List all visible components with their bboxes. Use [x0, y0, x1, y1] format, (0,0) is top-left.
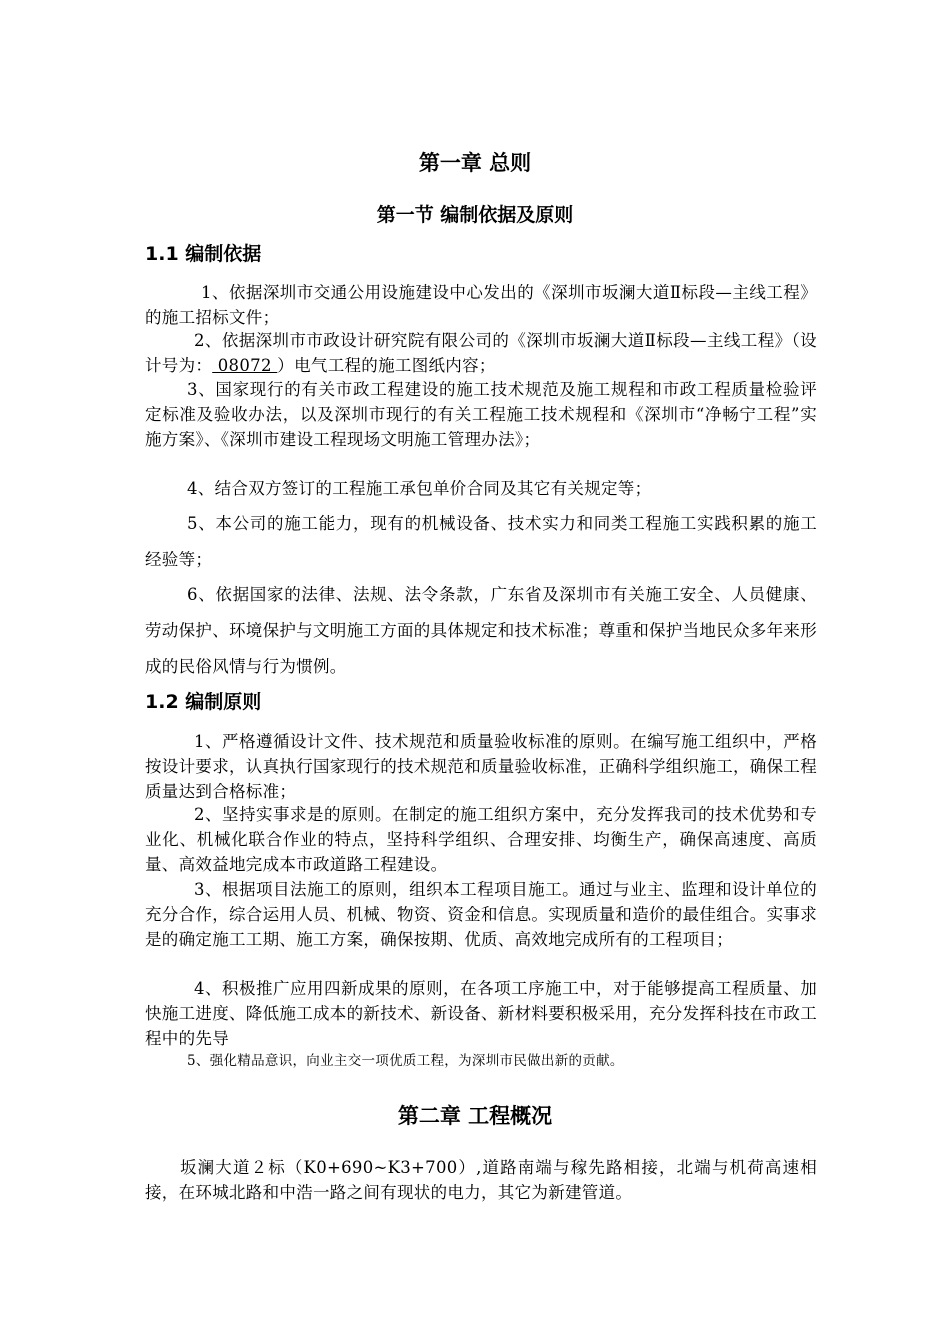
- principle-item-3: 3、根据项目法施工的原则，组织本工程项目施工。通过与业主、监理和设计单位的充分合作，综合运用人员、机械、物资、资金和信息。实现质量和造价的最佳组合。实事求是的确定施工工期、施工方案，确保按期、优质、高效地完成所有的工程项目；: [145, 880, 817, 949]
- basis-item-5: 5、本公司的施工能力，现有的机械设备、技术实力和同类工程施工实践积累的施工经验等；: [145, 514, 817, 569]
- principle-item-5: 5、强化精品意识，向业主交一项优质工程，为深圳市民做出新的贡献。: [187, 1053, 624, 1069]
- basis-item-6: 6、依据国家的法律、法规、法令条款，广东省及深圳市有关施工安全、人员健康、劳动保护、环境保护与文明施工方面的具体规定和技术标准；尊重和保护当地民众多年来形成的民俗风情与行为惯例。: [145, 585, 817, 676]
- principle-item-1: 1、严格遵循设计文件、技术规范和质量验收标准的原则。在编写施工组织中，严格按设计要求，认真执行国家现行的技术规范和质量验收标准，正确科学组织施工，确保工程质量达到合格标准；: [145, 732, 817, 801]
- basis-item-2-lead: 2、依据深圳市市政设计研究院有限公司的《深圳市坂澜大道Ⅱ标段—主线工程》（设计号为：: [145, 331, 817, 375]
- basis-item-2-tail: ）电气工程的施工图纸内容；: [277, 356, 496, 375]
- subsection-1-1-title: 1.1 编制依据: [145, 243, 262, 265]
- principle-item-2: 2、坚持实事求是的原则。在制定的施工组织方案中，充分发挥我司的技术优势和专业化、机械化联合作业的特点，坚持科学组织、合理安排、均衡生产，确保高速度、高质量、高效益地完成本市政道路工程建设。: [145, 805, 817, 874]
- project-overview-paragraph: 坂澜大道２标（K0+690~K3+700）,道路南端与稼先路相接，北端与机荷高速相接，在环城北路和中浩一路之间有现状的电力，其它为新建管道。: [145, 1158, 817, 1202]
- basis-item-2: [145, 328, 817, 378]
- chapter-1-title: 第一章 总则: [418, 151, 532, 175]
- section-1-title: 第一节 编制依据及原则: [376, 204, 574, 226]
- basis-item-4: 4、结合双方签订的工程施工承包单价合同及其它有关规定等；: [187, 479, 652, 498]
- subsection-1-2-title: 1.2 编制原则: [145, 691, 262, 713]
- principle-item-4: 4、积极推广应用四新成果的原则，在各项工序施工中，对于能够提高工程质量、加快施工进度、降低施工成本的新技术、新设备、新材料要积极采用，充分发挥科技在市政工程中的先导: [145, 979, 817, 1048]
- basis-item-1: 1、依据深圳市交通公用设施建设中心发出的《深圳市坂澜大道Ⅱ标段—主线工程》的施工招标文件；: [145, 283, 817, 327]
- basis-item-3: 3、国家现行的有关市政工程建设的施工技术规范及施工规程和市政工程质量检验评定标准及验收办法，以及深圳市现行的有关工程施工技术规程和《深圳市“净畅宁工程”实施方案》、《深圳市建设工程现场文明施工管理办法》；: [145, 380, 817, 449]
- design-number: 08072: [212, 356, 278, 375]
- chapter-2-title: 第二章 工程概况: [397, 1104, 553, 1128]
